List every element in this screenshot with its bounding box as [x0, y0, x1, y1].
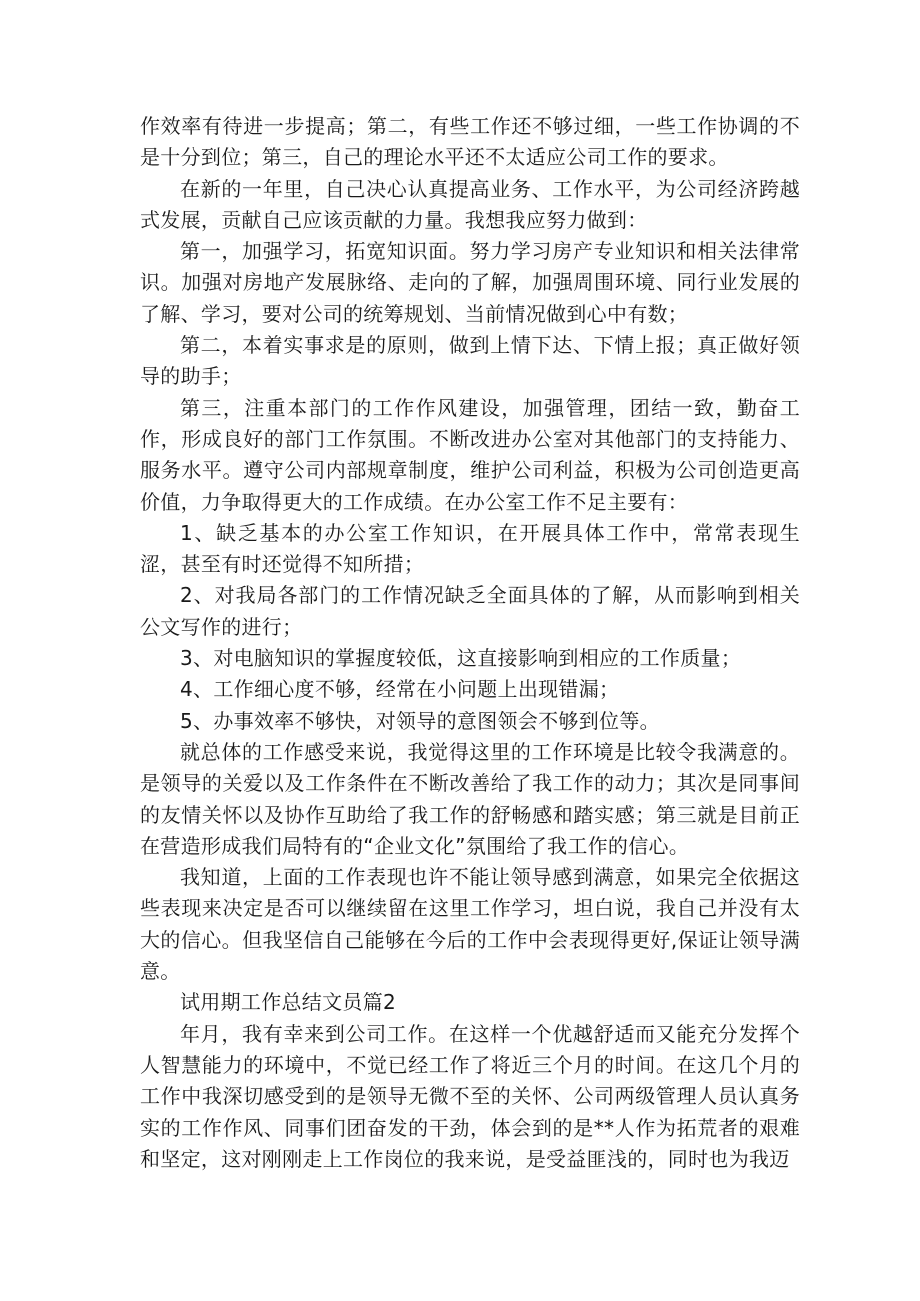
- paragraph-1: 在新的一年里，自己决心认真提高业务、工作水平，为公司经济跨越式发展，贡献自己应该贡献的力量。我想我应努力做到：: [140, 176, 800, 232]
- list-item-5: 5、办事效率不够快，对领导的意图领会不够到位等。: [180, 708, 660, 733]
- list-item-4: 4、工作细心度不够，经常在小问题上出现错漏；: [180, 677, 620, 702]
- list-item-2: 2、对我局各部门的工作情况缺乏全面具体的了解，从而影响到相关公文写作的进行；: [140, 583, 800, 639]
- list-item-1: 1、缺乏基本的办公室工作知识，在开展具体工作中，常常表现生涩，甚至有时还觉得不知所措；: [140, 520, 800, 577]
- section-heading: 试用期工作总结文员篇2: [180, 990, 397, 1015]
- paragraph-13: 年月，我有幸来到公司工作。在这样一个优越舒适而又能充分发挥个人智慧能力的环境中，不觉已经工作了将近三个月的时间。在这几个月的工作中我深切感受到的是领导无微不至的关怀、公司两级管理人员认真务实的工作作风、同事们团奋发的干劲，体会到的是**人作为拓荒者的艰难和坚定，这对刚刚走上工作岗位的我来说，是受益匪浅的，同时也为我迈: [140, 1021, 800, 1171]
- paragraph-4: 第三，注重本部门的工作作风建设，加强管理，团结一致，勤奋工作，形成良好的部门工作氛围。不断改进办公室对其他部门的支持能力、服务水平。遵守公司内部规章制度，维护公司利益，积极为公司创造更高价值，力争取得更大的工作成绩。在办公室工作不足主要有：: [140, 395, 800, 514]
- document-body: [140, 111, 800, 1175]
- paragraph-2: 第一，加强学习，拓宽知识面。努力学习房产专业知识和相关法律常识。加强对房地产发展脉络、走向的了解，加强周围环境、同行业发展的了解、学习，要对公司的统筹规划、当前情况做到心中有数；: [140, 239, 800, 326]
- paragraph-10: 就总体的工作感受来说，我觉得这里的工作环境是比较令我满意的。是领导的关爱以及工作条件在不断改善给了我工作的动力；其次是同事间的友情关怀以及协作互助给了我工作的舒畅感和踏实感；第三就是目前正在营造形成我们局特有的“企业文化”氛围给了我工作的信心。: [140, 739, 800, 858]
- list-item-3: 3、对电脑知识的掌握度较低，这直接影响到相应的工作质量；: [180, 646, 742, 671]
- paragraph-0: 作效率有待进一步提高；第二，有些工作还不够过细，一些工作协调的不是十分到位；第三，自己的理论水平还不太适应公司工作的要求。: [140, 114, 800, 170]
- paragraph-3: 第二，本着实事求是的原则，做到上情下达、下情上报；真正做好领导的助手；: [140, 333, 800, 389]
- paragraph-11: 我知道，上面的工作表现也许不能让领导感到满意，如果完全依据这些表现来决定是否可以继续留在这里工作学习，坦白说，我自己并没有太大的信心。但我坚信自己能够在今后的工作中会表现得更好,保证让领导满意。: [140, 865, 800, 984]
